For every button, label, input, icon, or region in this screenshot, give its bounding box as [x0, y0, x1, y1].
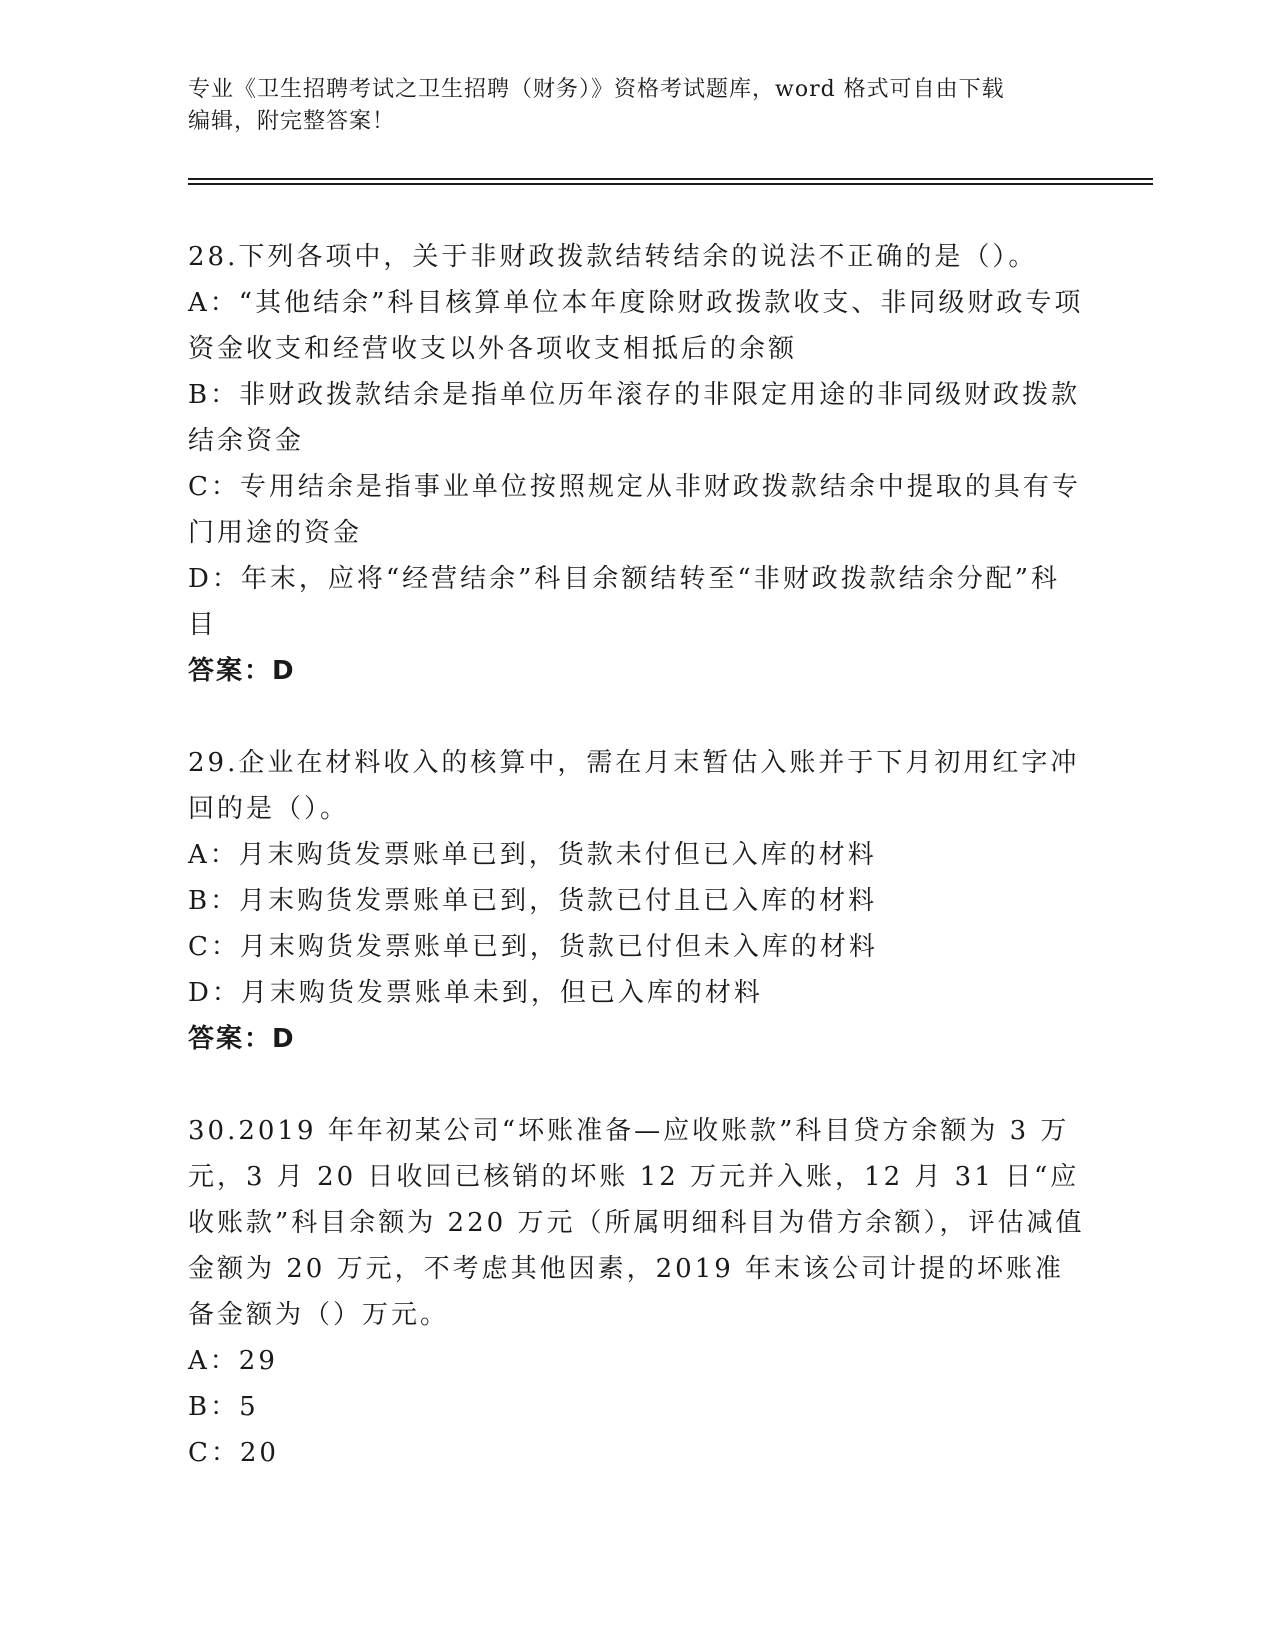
question-29 — [188, 740, 1088, 1062]
option-a: A：“其他结余”科目核算单位本年度除财政拨款收支、非同级财政专项资金收支和经营收支以外各项收支相抵后的余额 — [188, 288, 1084, 364]
question-stem: 30.2019 年年初某公司“坏账准备—应收账款”科目贷方余额为 3 万元，3 月 20 日收回已核销的坏账 12 万元并入账，12 月 31 日“应收账款”科目余额为 220 万元（所属明细科目为借方余额），评估减值金额为 20 万元，不考虑其他因素，2019 年末该公司计提的坏账准备金额为（）万元。 — [188, 1116, 1085, 1330]
option-b: B：月末购货发票账单已到，货款已付且已入库的材料 — [188, 886, 878, 916]
option-c: C：20 — [188, 1438, 279, 1468]
option-d: D：月末购货发票账单未到，但已入库的材料 — [188, 978, 763, 1008]
option-d: D：年末，应将“经营结余”科目余额结转至“非财政拨款结余分配”科目 — [188, 564, 1061, 640]
option-b: B：5 — [188, 1392, 259, 1422]
answer: 答案：D — [188, 656, 296, 686]
document-header — [188, 74, 1068, 138]
option-a: A：月末购货发票账单已到，货款未付但已入库的材料 — [188, 840, 877, 870]
question-28 — [188, 234, 1088, 694]
question-stem: 29.企业在材料收入的核算中，需在月末暂估入账并于下月初用红字冲回的是（）。 — [188, 748, 1080, 824]
header-divider-bottom — [188, 183, 1153, 185]
question-30 — [188, 1108, 1088, 1476]
option-c: C：专用结余是指事业单位按照规定从非财政拨款结余中提取的具有专门用途的资金 — [188, 472, 1081, 548]
header-divider-top — [188, 178, 1153, 180]
option-b: B：非财政拨款结余是指单位历年滚存的非限定用途的非同级财政拨款结余资金 — [188, 380, 1081, 456]
question-list — [188, 234, 1088, 1522]
answer: 答案：D — [188, 1024, 296, 1054]
option-a: A：29 — [188, 1346, 278, 1376]
question-stem: 28.下列各项中，关于非财政拨款结转结余的说法不正确的是（）。 — [188, 242, 1038, 272]
header-line-2: 编辑，附完整答案！ — [188, 109, 396, 134]
header-line-1: 专业《卫生招聘考试之卫生招聘（财务）》资格考试题库，word 格式可自由下载 — [188, 77, 1005, 102]
option-c: C：月末购货发票账单已到，货款已付但未入库的材料 — [188, 932, 878, 962]
